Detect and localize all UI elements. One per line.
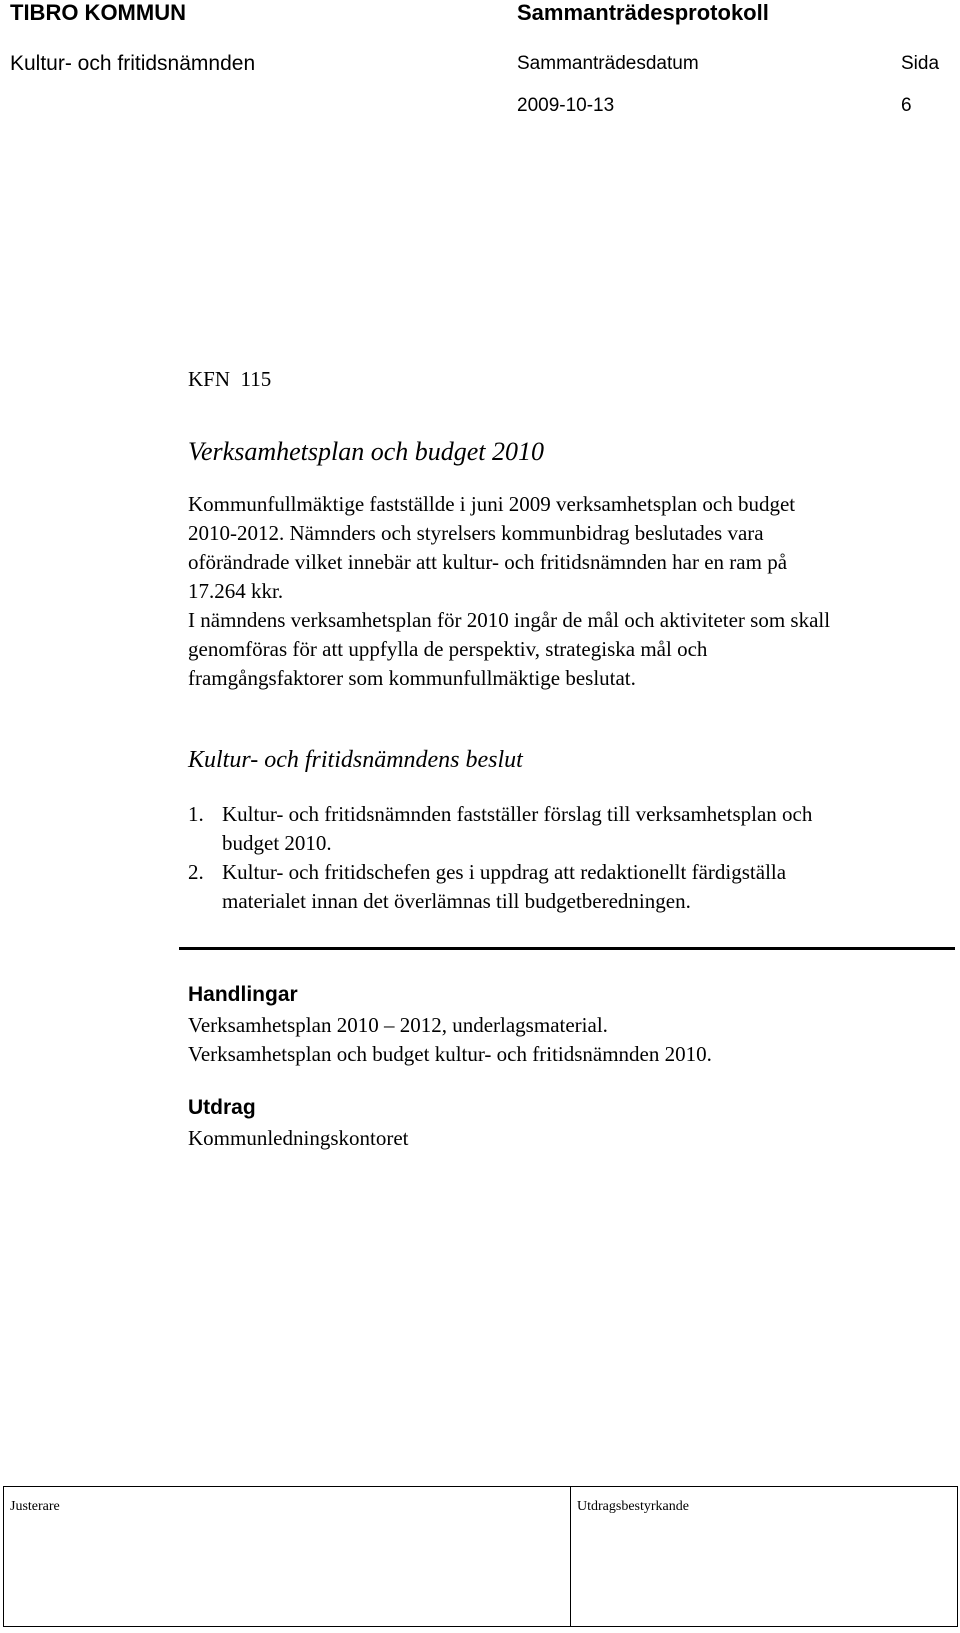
document-type: Sammanträdesprotokoll	[517, 0, 769, 25]
item-title: Verksamhetsplan och budget 2010	[188, 437, 545, 466]
committee-name: Kultur- och fritidsnämnden	[10, 52, 256, 75]
decision-item	[188, 858, 948, 916]
page-number: 6	[901, 95, 912, 116]
decision-item-number: 1.	[188, 802, 204, 826]
decision-item-number: 2.	[188, 860, 204, 884]
decision-item-line: Kultur- och fritidschefen ges i uppdrag att redaktionellt färdigställa	[222, 860, 787, 884]
extract-recipient: Kommunledningskontoret	[188, 1126, 409, 1150]
extract-heading: Utdrag	[188, 1096, 256, 1119]
body-line: I nämndens verksamhetsplan för 2010 ingår de mål och aktiviteter som skall	[188, 608, 831, 632]
signature-box	[3, 1486, 958, 1627]
decision-item	[188, 800, 948, 858]
decision-item-line: materialet innan det överlämnas till budgetberedningen.	[222, 889, 691, 913]
section-divider	[179, 947, 955, 950]
decision-heading: Kultur- och fritidsnämndens beslut	[188, 747, 523, 773]
documents-heading: Handlingar	[188, 983, 298, 1006]
body-line: 2010-2012. Nämnders och styrelsers kommunbidrag beslutades vara	[188, 521, 764, 545]
certifier-label: Utdragsbestyrkande	[577, 1499, 689, 1514]
organization-name: TIBRO KOMMUN	[10, 0, 186, 25]
document-line: Verksamhetsplan 2010 – 2012, underlagsmaterial.	[188, 1013, 608, 1037]
document-line: Verksamhetsplan och budget kultur- och fritidsnämnden 2010.	[188, 1042, 712, 1066]
meeting-date-label: Sammanträdesdatum	[517, 53, 699, 74]
item-reference: KFN 115	[188, 367, 272, 391]
page-label: Sida	[901, 53, 940, 74]
decision-item-line: Kultur- och fritidsnämnden fastställer förslag till verksamhetsplan och	[222, 802, 813, 826]
meeting-date-value: 2009-10-13	[517, 95, 615, 116]
body-line: oförändrade vilket innebär att kultur- och fritidsnämnden har en ram på	[188, 550, 788, 574]
body-line: genomföras för att uppfylla de perspektiv, strategiska mål och	[188, 637, 708, 661]
adjuster-label: Justerare	[10, 1499, 60, 1514]
body-line: framgångsfaktorer som kommunfullmäktige beslutat.	[188, 666, 636, 690]
documents-list	[188, 1011, 948, 1069]
decision-list	[188, 800, 948, 916]
signature-box-divider	[570, 1487, 571, 1626]
body-line: 17.264 kkr.	[188, 579, 284, 603]
item-body	[188, 490, 948, 693]
decision-item-line: budget 2010.	[222, 831, 332, 855]
body-line: Kommunfullmäktige fastställde i juni 2009 verksamhetsplan och budget	[188, 492, 796, 516]
